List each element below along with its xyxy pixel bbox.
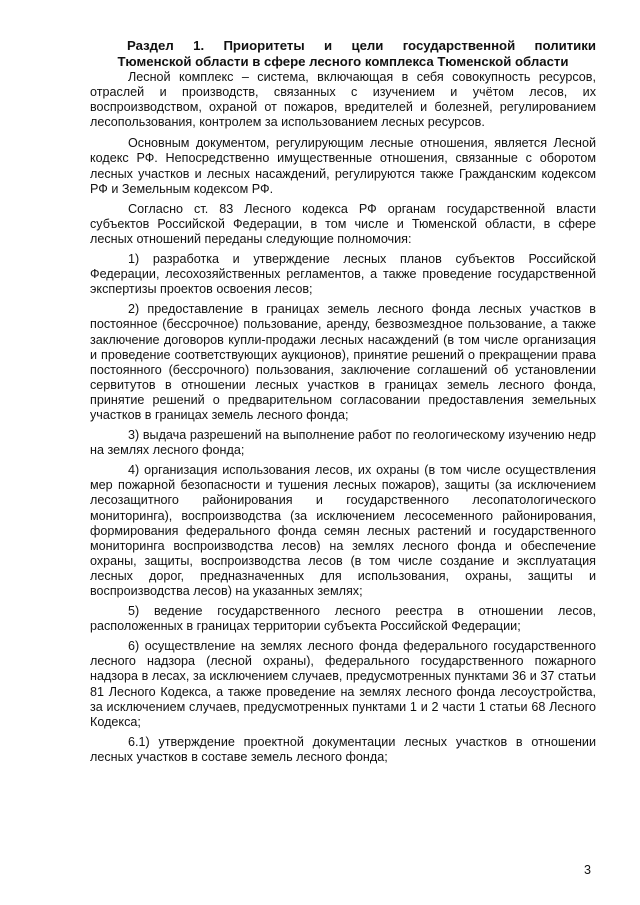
paragraph-main-document: Основным документом, регулирующим лесные отношения, является Лесной кодекс РФ. Непосредственно имущественные отношения, связанные с оборотом лесных участков и лесных насаждений, регулируются также Гражданским кодексом РФ и Земельным кодексом РФ. bbox=[90, 136, 596, 196]
list-item-power-1: 1) разработка и утверждение лесных планов субъектов Российской Федерации, лесохозяйственных регламентов, а также проведение государственной экспертизы проектов освоения лесов; bbox=[90, 252, 596, 297]
paragraph-forest-complex-definition: Лесной комплекс – система, включающая в себя совокупность ресурсов, отраслей и производств, связанных с изучением и учётом лесов, их воспроизводством, охраной от пожаров, вредителей и болезней, регулированием лесопользования, контролем за использованием лесных ресурсов. bbox=[90, 70, 596, 130]
section-heading bbox=[90, 38, 596, 69]
document-page bbox=[90, 38, 596, 770]
list-item-power-4: 4) организация использования лесов, их охраны (в том числе осуществления мер пожарной безопасности и тушения лесных пожаров), защиты (за исключением лесозащитного районирования и государственного лесопатологического мониторинга), воспроизводства (за исключением лесосеменного районирования, формирования федерального фонда семян лесных растений и государственного мониторинга воспроизводства лесов) на землях лесного фонда и обеспечение охраны, защиты, воспроизводства лесов (в том числе создание и эксплуатация лесных дорог, предназначенных для использования, охраны, защиты и воспроизводства лесов) на указанных землях; bbox=[90, 463, 596, 598]
list-item-power-6: 6) осуществление на землях лесного фонда федерального государственного лесного надзора (лесной охраны), федерального государственного пожарного надзора в лесах, за исключением случаев, предусмотренных пунктами 36 и 37 статьи 81 Лесного Кодекса, а также проведение на землях лесного фонда лесоустройства, за исключением случаев, предусмотренных пунктами 1 и 2 части 1 статьи 68 Лесного Кодекса; bbox=[90, 639, 596, 729]
section-heading-line-1: Раздел 1. Приоритеты и цели государственной политики bbox=[127, 38, 596, 53]
list-item-power-6-1: 6.1) утверждение проектной документации лесных участков в отношении лесных участков в составе земель лесного фонда; bbox=[90, 734, 596, 764]
list-item-power-2: 2) предоставление в границах земель лесного фонда лесных участков в постоянное (бессрочное) пользование, аренду, безвозмездное пользование, а также заключение договоров купли-продажи лесных насаждений (в том числе организация и проведение соответствующих аукционов), принятие решений о прекращении права постоянного (бессрочного) пользования, заключение соглашений об установлении сервитутов в отношении лесных участков в границах земель лесного фонда, принятие решений о предварительном согласовании предоставления земельных участков в границах земель лесного фонда; bbox=[90, 302, 596, 422]
list-item-power-5: 5) ведение государственного лесного реестра в отношении лесов, расположенных в границах территории субъекта Российской Федерации; bbox=[90, 604, 596, 634]
list-item-power-3: 3) выдача разрешений на выполнение работ по геологическому изучению недр на землях лесного фонда; bbox=[90, 428, 596, 458]
section-heading-line-2: Тюменской области в сфере лесного комплекса Тюменской области bbox=[117, 53, 569, 69]
paragraph-powers-intro: Согласно ст. 83 Лесного кодекса РФ органам государственной власти субъектов Российской Федерации, в том числе и Тюменской области, в сфере лесных отношений переданы следующие полномочия: bbox=[90, 201, 596, 246]
page-number: 3 bbox=[584, 863, 592, 877]
